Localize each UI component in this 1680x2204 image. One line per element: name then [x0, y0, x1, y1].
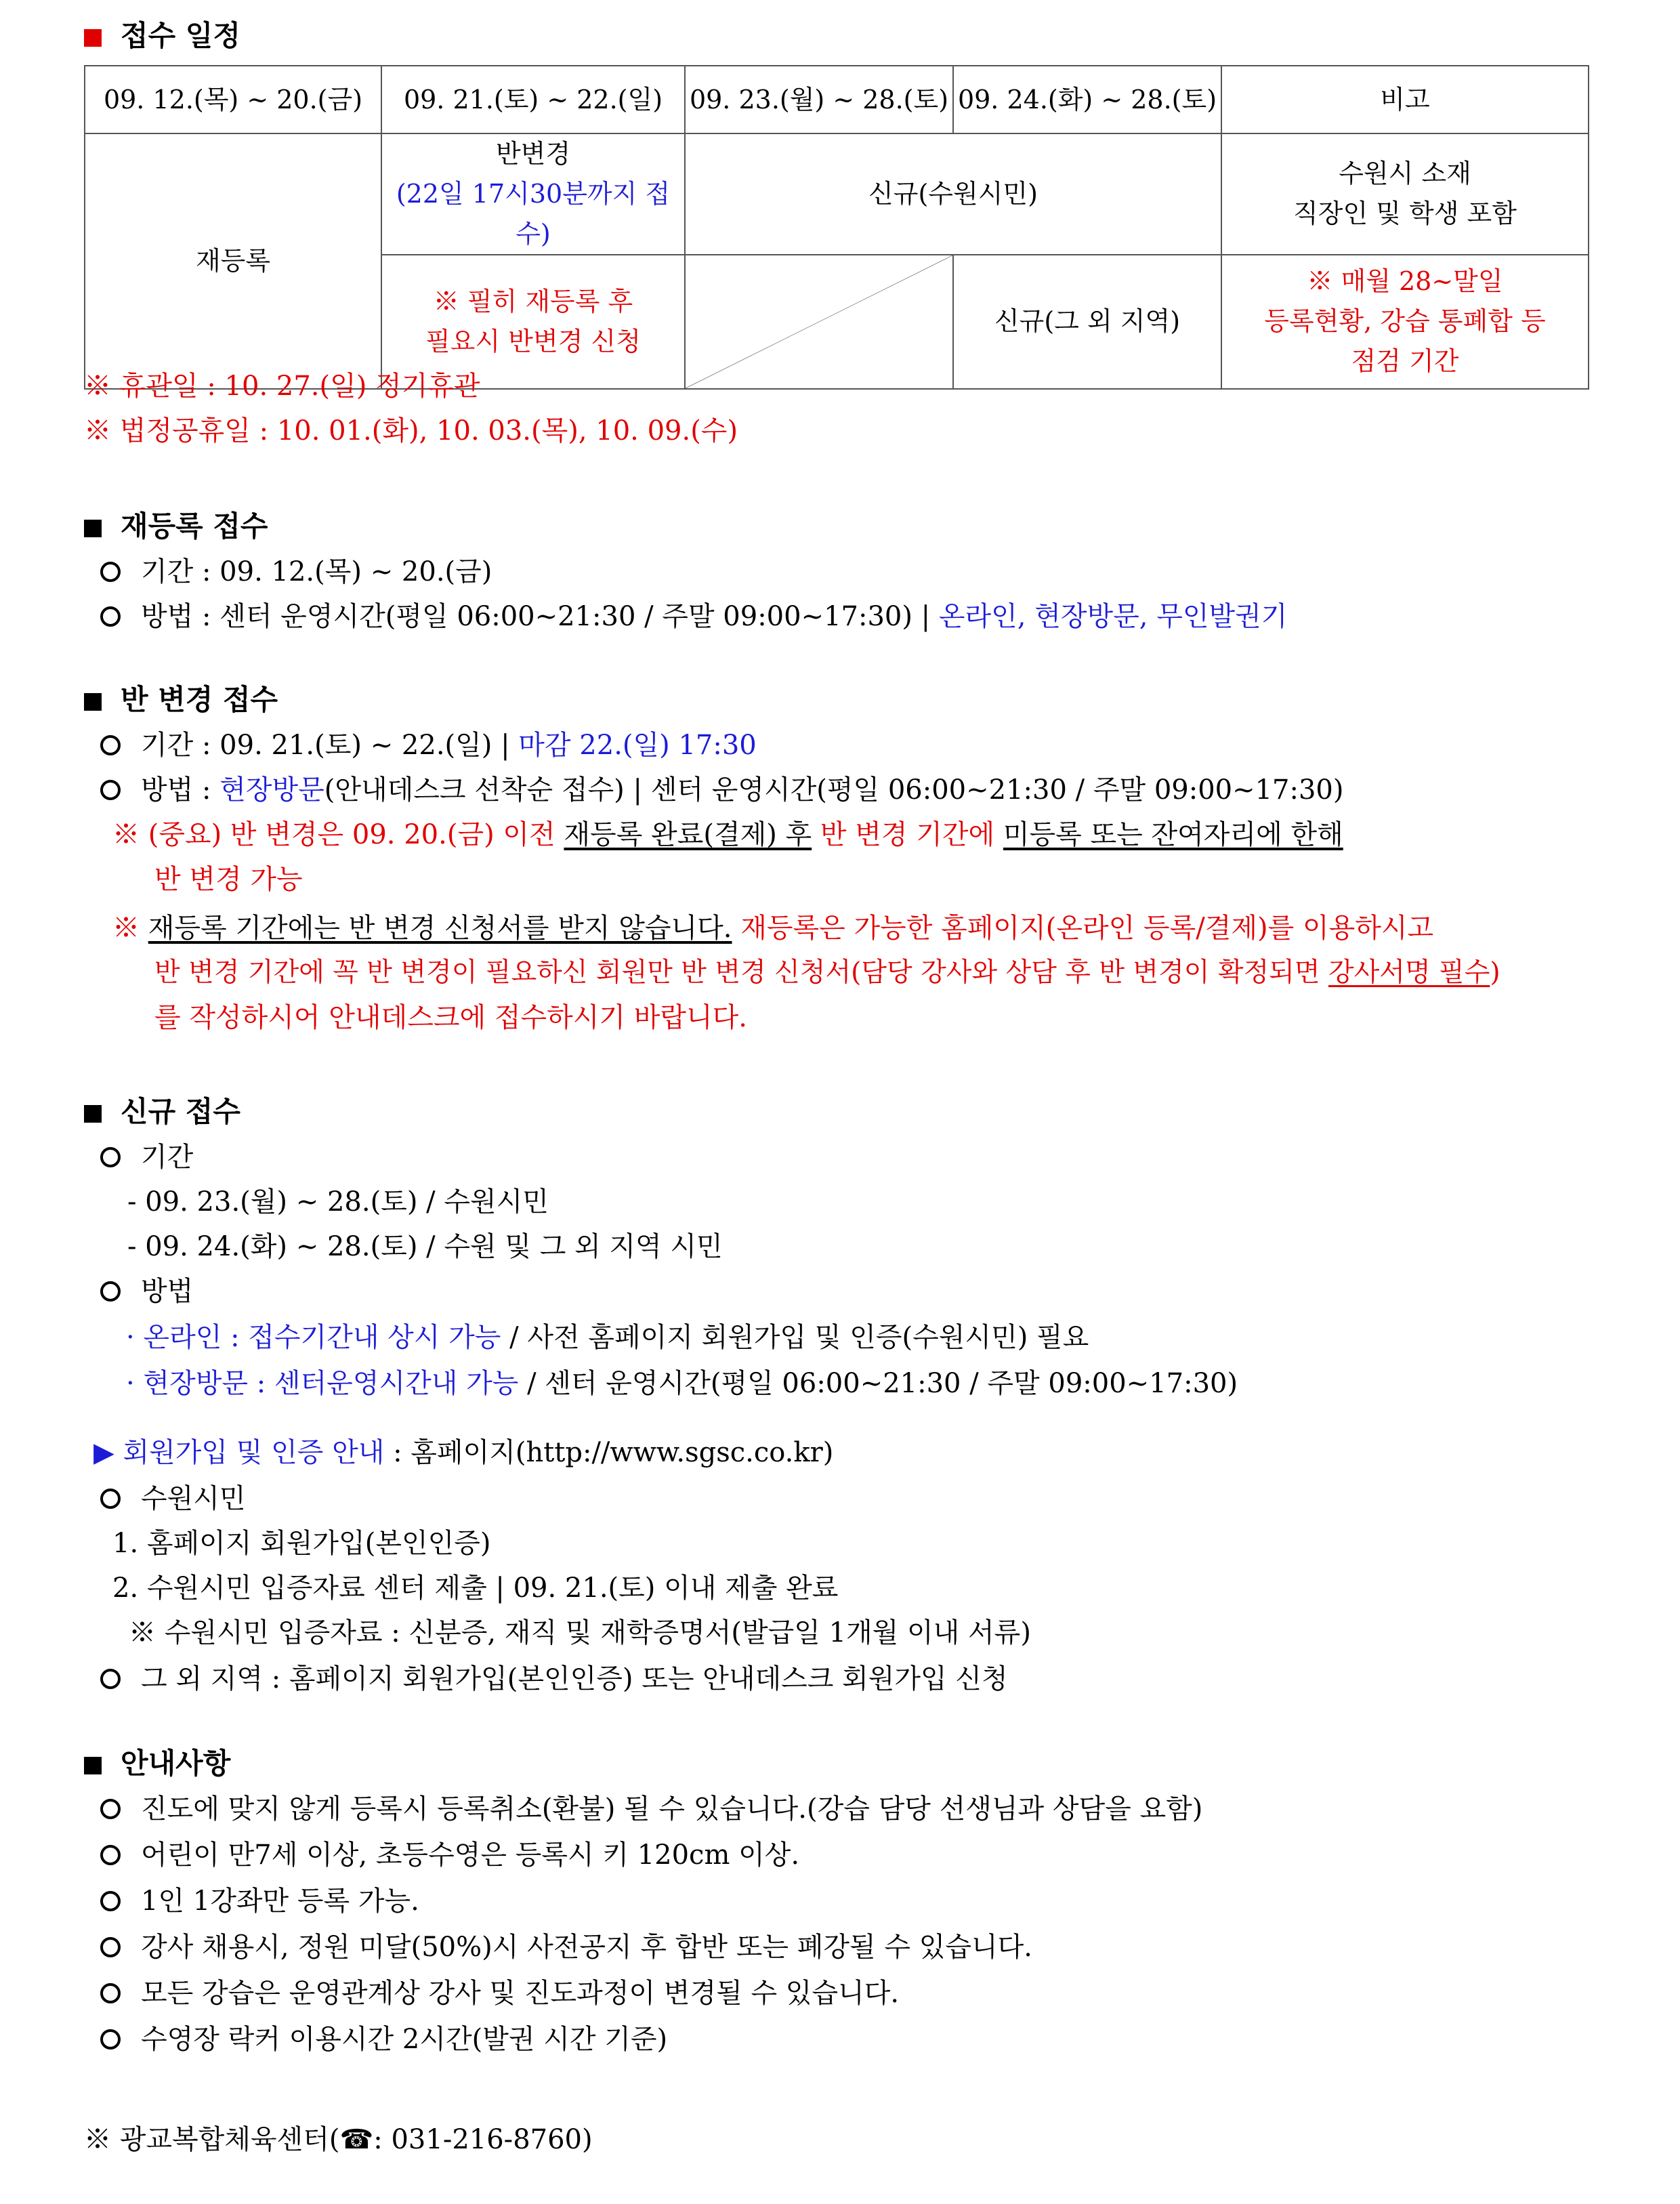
- notice-heading: 안내사항: [84, 1741, 230, 1782]
- diagonal-line: [686, 255, 952, 388]
- schedule-heading: 접수 일정: [84, 14, 240, 54]
- header-cell: 09. 21.(토) ~ 22.(일): [381, 66, 685, 133]
- change-method: 방법 : 현장방문(안내데스크 선착순 접수) | 센터 운영시간(평일 06:00~21:30 / 주말 09:00~17:30): [100, 768, 1343, 807]
- black-square-icon: [84, 520, 102, 537]
- change-note-2-end: 를 작성하시어 안내데스크에 접수하시기 바랍니다.: [154, 1002, 748, 1033]
- notice-item: 1인 1강좌만 등록 가능.: [100, 1879, 419, 1918]
- membership-proof: ※ 수원시민 입증자료 : 신분증, 재직 및 재학증명서(발급일 1개월 이내 서류): [129, 1617, 1031, 1648]
- circle-bullet-icon: [100, 1937, 121, 1957]
- new-method: 방법: [100, 1270, 193, 1308]
- circle-bullet-icon: [100, 1891, 121, 1911]
- membership-step-1: 1. 홈페이지 회원가입(본인인증): [112, 1528, 491, 1559]
- class-change-deadline: (22일 17시30분까지 접수): [396, 178, 671, 249]
- remark-cell-bottom: ※ 매월 28~말일 등록현황, 강습 통폐합 등 점검 기간: [1221, 255, 1589, 389]
- re-register-cell: 재등록: [85, 133, 381, 389]
- new-heading: 신규 접수: [84, 1089, 240, 1130]
- rereg-method: 방법 : 센터 운영시간(평일 06:00~21:30 / 주말 09:00~17:30) | 온라인, 현장방문, 무인발권기: [100, 595, 1287, 633]
- notice-item: 수영장 락커 이용시간 2시간(발권 시간 기준): [100, 2018, 667, 2056]
- black-square-icon: [84, 1105, 102, 1123]
- circle-bullet-icon: [100, 1669, 121, 1689]
- membership-guide: ▶ 회원가입 및 인증 안내 : 홈페이지(http://www.sgsc.co.kr): [93, 1437, 834, 1468]
- header-cell: 09. 12.(목) ~ 20.(금): [85, 66, 381, 133]
- phone-icon: ☎: [339, 2124, 374, 2155]
- change-note-2: ※ 재등록 기간에는 반 변경 신청서를 받지 않습니다. 재등록은 가능한 홈페이지(온라인 등록/결제)를 이용하시고: [112, 913, 1434, 944]
- empty-slash-cell: [685, 255, 953, 389]
- circle-bullet-icon: [100, 606, 121, 627]
- membership-suwon: 수원시민: [100, 1477, 246, 1516]
- black-square-icon: [84, 1757, 102, 1774]
- class-change-note-cell: ※ 필히 재등록 후 필요시 반변경 신청: [381, 255, 685, 389]
- circle-bullet-icon: [100, 2029, 121, 2050]
- change-heading: 반 변경 접수: [84, 678, 278, 718]
- legal-holiday-note: ※ 법정공휴일 : 10. 01.(화), 10. 03.(목), 10. 09.(수): [84, 415, 738, 446]
- new-suwon-cell: 신규(수원시민): [685, 133, 1221, 255]
- circle-bullet-icon: [100, 735, 121, 755]
- circle-bullet-icon: [100, 1983, 121, 2003]
- red-square-icon: [84, 29, 102, 47]
- membership-other: 그 외 지역 : 홈페이지 회원가입(본인인증) 또는 안내데스크 회원가입 신청: [100, 1657, 1008, 1696]
- class-change-cell: 반변경 (22일 17시30분까지 접수): [381, 133, 685, 255]
- closed-day-note: ※ 휴관일 : 10. 27.(일) 정기휴관: [84, 371, 480, 402]
- new-period: 기간: [100, 1136, 193, 1174]
- circle-bullet-icon: [100, 1845, 121, 1865]
- rereg-heading: 재등록 접수: [84, 504, 268, 545]
- header-cell: 09. 24.(화) ~ 28.(토): [953, 66, 1221, 133]
- new-period-suwon: - 09. 23.(월) ~ 28.(토) / 수원시민: [127, 1186, 549, 1218]
- change-note-1-cont: 반 변경 가능: [154, 864, 303, 895]
- new-online: · 온라인 : 접수기간내 상시 가능 / 사전 홈페이지 회원가입 및 인증(수원시민) 필요: [126, 1322, 1089, 1353]
- membership-step-2: 2. 수원시민 입증자료 센터 제출 | 09. 21.(토) 이내 제출 완료: [112, 1573, 839, 1604]
- change-period: 기간 : 09. 21.(토) ~ 22.(일) | 마감 22.(일) 17:30: [100, 724, 757, 762]
- circle-bullet-icon: [100, 1147, 121, 1167]
- circle-bullet-icon: [100, 562, 121, 582]
- circle-bullet-icon: [100, 1799, 121, 1819]
- new-period-other: - 09. 24.(화) ~ 28.(토) / 수원 및 그 외 지역 시민: [127, 1231, 723, 1262]
- notice-item: 어린이 만7세 이상, 초등수영은 등록시 키 120cm 이상.: [100, 1833, 799, 1872]
- notice-item: 진도에 맞지 않게 등록시 등록취소(환불) 될 수 있습니다.(강습 담당 선생님과 상담을 요함): [100, 1787, 1202, 1826]
- remark-cell-top: 수원시 소재 직장인 및 학생 포함: [1221, 133, 1589, 255]
- schedule-table: [84, 65, 1589, 390]
- new-visit: · 현장방문 : 센터운영시간내 가능 / 센터 운영시간(평일 06:00~21:30 / 주말 09:00~17:30): [126, 1368, 1238, 1399]
- circle-bullet-icon: [100, 780, 121, 800]
- circle-bullet-icon: [100, 1281, 121, 1302]
- black-square-icon: [84, 693, 102, 711]
- header-cell: 비고: [1221, 66, 1589, 133]
- change-note-2-cont: 반 변경 기간에 꼭 반 변경이 필요하신 회원만 반 변경 신청서(담당 강사와 상담 후 반 변경이 확정되면 강사서명 필수): [154, 957, 1500, 988]
- notice-item: 강사 채용시, 정원 미달(50%)시 사전공지 후 합반 또는 폐강될 수 있습니다.: [100, 1926, 1032, 1964]
- circle-bullet-icon: [100, 1489, 121, 1509]
- header-cell: 09. 23.(월) ~ 28.(토): [685, 66, 953, 133]
- footer-contact: ※ 광교복합체육센터(☎: 031-216-8760): [84, 2124, 593, 2155]
- rereg-period: 기간 : 09. 12.(목) ~ 20.(금): [100, 550, 492, 589]
- new-other-cell: 신규(그 외 지역): [953, 255, 1221, 389]
- notice-item: 모든 강습은 운영관계상 강사 및 진도과정이 변경될 수 있습니다.: [100, 1972, 899, 2010]
- change-note-1: ※ (중요) 반 변경은 09. 20.(금) 이전 재등록 완료(결제) 후 반 변경 기간에 미등록 또는 잔여자리에 한해: [112, 819, 1343, 850]
